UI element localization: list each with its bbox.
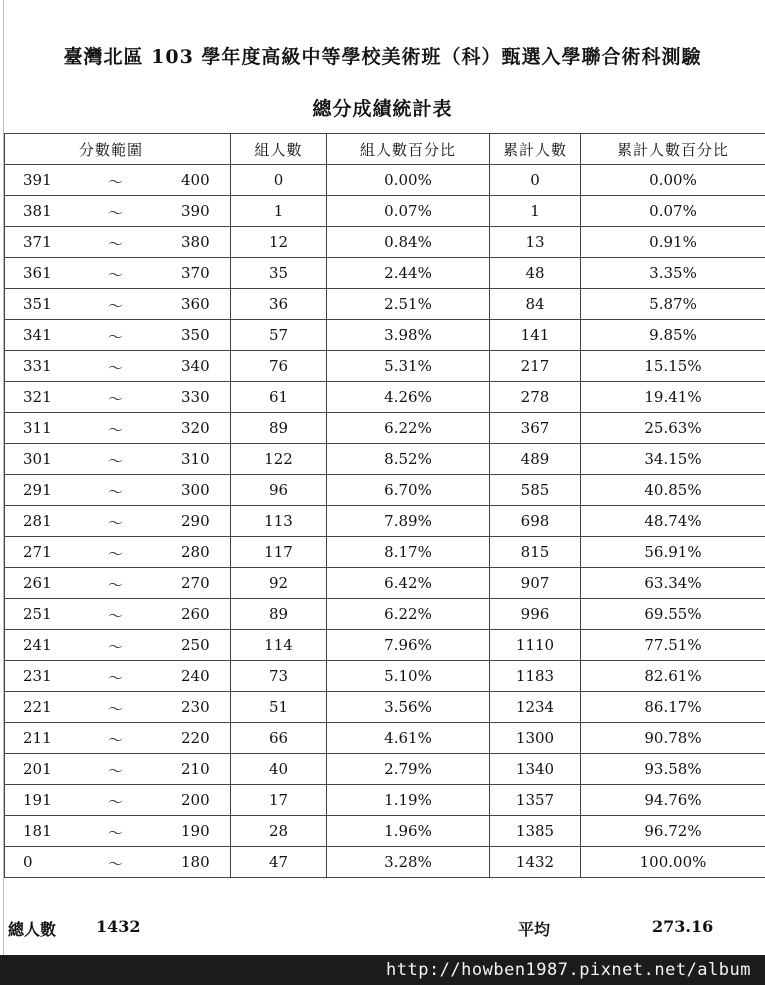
cell-score-range bbox=[5, 847, 231, 878]
range-separator: ～ bbox=[108, 855, 124, 873]
cell-group-count: 17 bbox=[231, 785, 327, 816]
cell-group-count: 0 bbox=[231, 165, 327, 196]
cell-cumulative-count: 1385 bbox=[490, 816, 581, 847]
cell-score-range bbox=[5, 785, 231, 816]
cell-cumulative-count: 1432 bbox=[490, 847, 581, 878]
table-row bbox=[5, 258, 765, 289]
range-separator: ～ bbox=[108, 700, 124, 718]
cell-score-range bbox=[5, 630, 231, 661]
cell-score-range bbox=[5, 754, 231, 785]
cell-group-percent: 7.89% bbox=[327, 506, 490, 537]
cell-group-percent: 2.44% bbox=[327, 258, 490, 289]
cell-group-count: 61 bbox=[231, 382, 327, 413]
cell-cumulative-count: 84 bbox=[490, 289, 581, 320]
cell-score-range bbox=[5, 289, 231, 320]
table-row bbox=[5, 413, 765, 444]
cell-cumulative-count: 48 bbox=[490, 258, 581, 289]
header-score-range: 分數範圍 bbox=[5, 134, 231, 165]
range-low: 221 bbox=[23, 698, 52, 716]
cell-group-count: 66 bbox=[231, 723, 327, 754]
table-row bbox=[5, 444, 765, 475]
cell-cumulative-percent: 0.91% bbox=[581, 227, 765, 258]
cell-group-percent: 6.70% bbox=[327, 475, 490, 506]
cell-score-range bbox=[5, 568, 231, 599]
cell-group-percent: 3.28% bbox=[327, 847, 490, 878]
cell-cumulative-count: 141 bbox=[490, 320, 581, 351]
range-separator: ～ bbox=[108, 483, 124, 501]
cell-cumulative-percent: 19.41% bbox=[581, 382, 765, 413]
range-low: 301 bbox=[23, 450, 52, 468]
range-high: 200 bbox=[181, 791, 210, 809]
range-low: 241 bbox=[23, 636, 52, 654]
cell-group-count: 51 bbox=[231, 692, 327, 723]
total-count-label: 總人數 bbox=[8, 920, 57, 939]
cell-group-count: 89 bbox=[231, 599, 327, 630]
cell-cumulative-count: 1110 bbox=[490, 630, 581, 661]
cell-group-percent: 4.61% bbox=[327, 723, 490, 754]
cell-group-percent: 2.79% bbox=[327, 754, 490, 785]
cell-group-count: 89 bbox=[231, 413, 327, 444]
table-row bbox=[5, 847, 765, 878]
average-label: 平均 bbox=[518, 920, 551, 939]
document-subtitle: 總分成績統計表 bbox=[312, 98, 453, 120]
range-high: 300 bbox=[181, 481, 210, 499]
range-high: 320 bbox=[181, 419, 210, 437]
cell-score-range bbox=[5, 382, 231, 413]
range-high: 190 bbox=[181, 822, 210, 840]
cell-group-percent: 2.51% bbox=[327, 289, 490, 320]
cell-group-percent: 1.96% bbox=[327, 816, 490, 847]
table-body bbox=[5, 165, 765, 878]
range-separator: ～ bbox=[108, 762, 124, 780]
cell-score-range bbox=[5, 723, 231, 754]
table-row bbox=[5, 351, 765, 382]
range-high: 270 bbox=[181, 574, 210, 592]
range-separator: ～ bbox=[108, 607, 124, 625]
range-low: 321 bbox=[23, 388, 52, 406]
table-row bbox=[5, 754, 765, 785]
range-separator: ～ bbox=[108, 173, 124, 191]
range-high: 280 bbox=[181, 543, 210, 561]
cell-score-range bbox=[5, 413, 231, 444]
cell-group-count: 40 bbox=[231, 754, 327, 785]
cell-cumulative-count: 217 bbox=[490, 351, 581, 382]
cell-group-count: 92 bbox=[231, 568, 327, 599]
range-low: 391 bbox=[23, 171, 52, 189]
cell-score-range bbox=[5, 537, 231, 568]
range-separator: ～ bbox=[108, 235, 124, 253]
cell-group-percent: 5.31% bbox=[327, 351, 490, 382]
range-separator: ～ bbox=[108, 297, 124, 315]
range-low: 381 bbox=[23, 202, 52, 220]
score-statistics-table bbox=[4, 133, 765, 878]
cell-group-count: 114 bbox=[231, 630, 327, 661]
range-separator: ～ bbox=[108, 266, 124, 284]
table-row bbox=[5, 475, 765, 506]
header-cumulative-percent: 累計人數百分比 bbox=[581, 134, 765, 165]
table-row bbox=[5, 165, 765, 196]
header-cumulative-count: 累計人數 bbox=[490, 134, 581, 165]
cell-group-count: 47 bbox=[231, 847, 327, 878]
range-high: 220 bbox=[181, 729, 210, 747]
range-high: 380 bbox=[181, 233, 210, 251]
cell-group-percent: 6.22% bbox=[327, 413, 490, 444]
table-row bbox=[5, 320, 765, 351]
cell-cumulative-count: 585 bbox=[490, 475, 581, 506]
range-separator: ～ bbox=[108, 328, 124, 346]
range-high: 290 bbox=[181, 512, 210, 530]
cell-cumulative-percent: 93.58% bbox=[581, 754, 765, 785]
cell-group-count: 96 bbox=[231, 475, 327, 506]
range-separator: ～ bbox=[108, 576, 124, 594]
cell-score-range bbox=[5, 227, 231, 258]
cell-cumulative-count: 1 bbox=[490, 196, 581, 227]
table-row bbox=[5, 506, 765, 537]
cell-group-count: 1 bbox=[231, 196, 327, 227]
table-row bbox=[5, 630, 765, 661]
cell-score-range bbox=[5, 320, 231, 351]
range-high: 400 bbox=[181, 171, 210, 189]
cell-score-range bbox=[5, 599, 231, 630]
range-low: 261 bbox=[23, 574, 52, 592]
cell-group-count: 73 bbox=[231, 661, 327, 692]
cell-cumulative-count: 1300 bbox=[490, 723, 581, 754]
header-group-count: 組人數 bbox=[231, 134, 327, 165]
cell-group-percent: 0.00% bbox=[327, 165, 490, 196]
cell-cumulative-count: 698 bbox=[490, 506, 581, 537]
cell-score-range bbox=[5, 351, 231, 382]
cell-group-percent: 8.17% bbox=[327, 537, 490, 568]
cell-cumulative-percent: 56.91% bbox=[581, 537, 765, 568]
cell-cumulative-percent: 34.15% bbox=[581, 444, 765, 475]
cell-group-percent: 5.10% bbox=[327, 661, 490, 692]
range-separator: ～ bbox=[108, 452, 124, 470]
range-low: 201 bbox=[23, 760, 52, 778]
cell-cumulative-count: 367 bbox=[490, 413, 581, 444]
range-high: 180 bbox=[181, 853, 210, 871]
cell-group-percent: 4.26% bbox=[327, 382, 490, 413]
cell-score-range bbox=[5, 475, 231, 506]
range-high: 390 bbox=[181, 202, 210, 220]
cell-cumulative-count: 996 bbox=[490, 599, 581, 630]
cell-group-percent: 7.96% bbox=[327, 630, 490, 661]
range-low: 0 bbox=[23, 853, 33, 871]
cell-cumulative-count: 1340 bbox=[490, 754, 581, 785]
range-low: 351 bbox=[23, 295, 52, 313]
range-separator: ～ bbox=[108, 390, 124, 408]
average-value: 273.16 bbox=[652, 917, 714, 936]
document-title: 臺灣北區 103 學年度高級中等學校美術班（科）甄選入學聯合術科測驗 bbox=[63, 46, 702, 68]
cell-score-range bbox=[5, 165, 231, 196]
cell-cumulative-percent: 63.34% bbox=[581, 568, 765, 599]
cell-group-count: 12 bbox=[231, 227, 327, 258]
cell-cumulative-percent: 90.78% bbox=[581, 723, 765, 754]
range-high: 210 bbox=[181, 760, 210, 778]
cell-group-percent: 0.07% bbox=[327, 196, 490, 227]
table-header-row bbox=[5, 134, 765, 165]
cell-group-percent: 6.42% bbox=[327, 568, 490, 599]
range-high: 330 bbox=[181, 388, 210, 406]
range-high: 240 bbox=[181, 667, 210, 685]
cell-score-range bbox=[5, 692, 231, 723]
range-low: 331 bbox=[23, 357, 52, 375]
cell-cumulative-count: 907 bbox=[490, 568, 581, 599]
range-separator: ～ bbox=[108, 731, 124, 749]
range-separator: ～ bbox=[108, 545, 124, 563]
cell-group-percent: 6.22% bbox=[327, 599, 490, 630]
range-high: 250 bbox=[181, 636, 210, 654]
table-row bbox=[5, 537, 765, 568]
range-high: 350 bbox=[181, 326, 210, 344]
table-row bbox=[5, 785, 765, 816]
cell-cumulative-percent: 94.76% bbox=[581, 785, 765, 816]
cell-cumulative-percent: 0.00% bbox=[581, 165, 765, 196]
cell-group-count: 113 bbox=[231, 506, 327, 537]
cell-score-range bbox=[5, 816, 231, 847]
range-high: 370 bbox=[181, 264, 210, 282]
cell-cumulative-percent: 48.74% bbox=[581, 506, 765, 537]
cell-cumulative-percent: 15.15% bbox=[581, 351, 765, 382]
range-low: 271 bbox=[23, 543, 52, 561]
cell-group-percent: 3.56% bbox=[327, 692, 490, 723]
range-low: 291 bbox=[23, 481, 52, 499]
cell-group-percent: 8.52% bbox=[327, 444, 490, 475]
range-separator: ～ bbox=[108, 514, 124, 532]
watermark-url: http://howben1987.pixnet.net/album bbox=[0, 955, 765, 985]
range-low: 311 bbox=[23, 419, 52, 437]
cell-cumulative-count: 489 bbox=[490, 444, 581, 475]
table-row bbox=[5, 816, 765, 847]
range-separator: ～ bbox=[108, 204, 124, 222]
cell-cumulative-percent: 82.61% bbox=[581, 661, 765, 692]
table-row bbox=[5, 382, 765, 413]
cell-cumulative-percent: 0.07% bbox=[581, 196, 765, 227]
cell-cumulative-percent: 86.17% bbox=[581, 692, 765, 723]
cell-cumulative-count: 1357 bbox=[490, 785, 581, 816]
cell-group-percent: 3.98% bbox=[327, 320, 490, 351]
cell-group-count: 57 bbox=[231, 320, 327, 351]
cell-group-percent: 1.19% bbox=[327, 785, 490, 816]
cell-group-percent: 0.84% bbox=[327, 227, 490, 258]
range-low: 231 bbox=[23, 667, 52, 685]
range-low: 281 bbox=[23, 512, 52, 530]
cell-score-range bbox=[5, 661, 231, 692]
header-group-percent: 組人數百分比 bbox=[327, 134, 490, 165]
range-low: 251 bbox=[23, 605, 52, 623]
table-row bbox=[5, 227, 765, 258]
range-low: 361 bbox=[23, 264, 52, 282]
cell-cumulative-count: 0 bbox=[490, 165, 581, 196]
range-low: 211 bbox=[23, 729, 52, 747]
cell-cumulative-count: 13 bbox=[490, 227, 581, 258]
range-low: 191 bbox=[23, 791, 52, 809]
cell-score-range bbox=[5, 506, 231, 537]
range-low: 371 bbox=[23, 233, 52, 251]
range-high: 340 bbox=[181, 357, 210, 375]
cell-cumulative-count: 278 bbox=[490, 382, 581, 413]
cell-cumulative-percent: 96.72% bbox=[581, 816, 765, 847]
range-high: 310 bbox=[181, 450, 210, 468]
cell-cumulative-count: 815 bbox=[490, 537, 581, 568]
total-count-value: 1432 bbox=[96, 917, 141, 936]
range-separator: ～ bbox=[108, 638, 124, 656]
cell-cumulative-count: 1183 bbox=[490, 661, 581, 692]
range-high: 360 bbox=[181, 295, 210, 313]
range-high: 230 bbox=[181, 698, 210, 716]
cell-score-range bbox=[5, 196, 231, 227]
table-row bbox=[5, 599, 765, 630]
table-row bbox=[5, 568, 765, 599]
cell-cumulative-percent: 40.85% bbox=[581, 475, 765, 506]
table-row bbox=[5, 196, 765, 227]
range-separator: ～ bbox=[108, 669, 124, 687]
table-row bbox=[5, 661, 765, 692]
cell-cumulative-percent: 100.00% bbox=[581, 847, 765, 878]
cell-cumulative-count: 1234 bbox=[490, 692, 581, 723]
cell-cumulative-percent: 77.51% bbox=[581, 630, 765, 661]
cell-score-range bbox=[5, 444, 231, 475]
cell-cumulative-percent: 3.35% bbox=[581, 258, 765, 289]
range-low: 341 bbox=[23, 326, 52, 344]
cell-group-count: 36 bbox=[231, 289, 327, 320]
table-row bbox=[5, 723, 765, 754]
cell-cumulative-percent: 5.87% bbox=[581, 289, 765, 320]
cell-cumulative-percent: 69.55% bbox=[581, 599, 765, 630]
cell-group-count: 35 bbox=[231, 258, 327, 289]
cell-cumulative-percent: 9.85% bbox=[581, 320, 765, 351]
range-separator: ～ bbox=[108, 824, 124, 842]
table-row bbox=[5, 289, 765, 320]
cell-group-count: 28 bbox=[231, 816, 327, 847]
table-row bbox=[5, 692, 765, 723]
cell-group-count: 122 bbox=[231, 444, 327, 475]
range-separator: ～ bbox=[108, 793, 124, 811]
cell-cumulative-percent: 25.63% bbox=[581, 413, 765, 444]
cell-score-range bbox=[5, 258, 231, 289]
range-separator: ～ bbox=[108, 421, 124, 439]
range-high: 260 bbox=[181, 605, 210, 623]
cell-group-count: 117 bbox=[231, 537, 327, 568]
range-separator: ～ bbox=[108, 359, 124, 377]
range-low: 181 bbox=[23, 822, 52, 840]
cell-group-count: 76 bbox=[231, 351, 327, 382]
